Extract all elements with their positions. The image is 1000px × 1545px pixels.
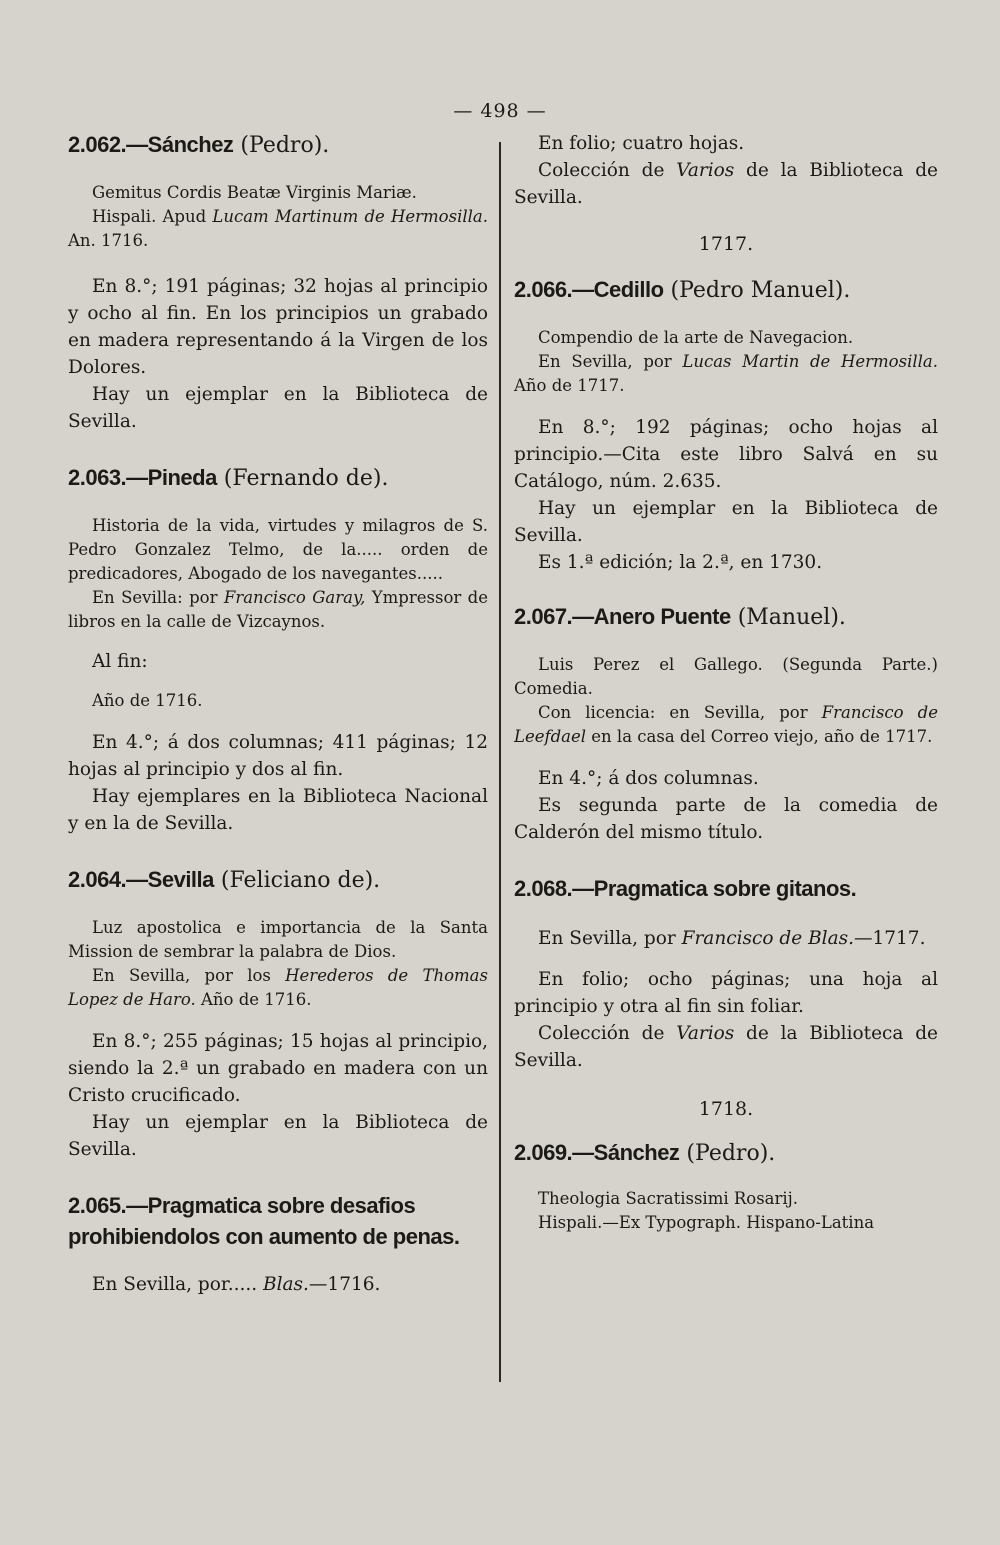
- entry-description: En 8.°; 191 páginas; 32 hojas al principio y ocho al fin. En los principios un grabado en madera representando á la Virgen de los Dolores.: [68, 276, 488, 378]
- entry-description: En 8.°; 192 páginas; ocho hojas al principio.—Cita este libro Salvá en su Catálogo, núm. 2.635.: [514, 417, 938, 492]
- entry-title: Historia de la vida, virtudes y milagros de S. Pedro Gonzalez Telmo, de la..... orden de predicadores, Abogado de los navegantes.....: [68, 516, 488, 583]
- entry-description: En 8.°; 255 páginas; 15 hojas al principio, siendo la 2.ª un grabado en madera con un Cristo crucificado.: [68, 1031, 488, 1106]
- entry-imprint: Hispali.—Ex Typograph. Hispano-Latina: [538, 1213, 875, 1232]
- entry-heading: 2.066.—Cedillo (Pedro Manuel).: [514, 277, 851, 303]
- entry-holding: Hay un ejemplar en la Biblioteca de Sevilla.: [68, 1112, 488, 1160]
- entry-note: Es segunda parte de la comedia de Calderón del mismo título.: [514, 795, 938, 843]
- entry-title: Luis Perez el Gallego. (Segunda Parte.) Comedia.: [514, 655, 938, 698]
- entry-2069: [514, 1138, 938, 1235]
- entry-imprint: En Sevilla, por Lucas Martin de Hermosilla. Año de 1717.: [514, 352, 938, 395]
- entry-2066: [514, 275, 938, 576]
- entry-title: Compendio de la arte de Navegacion.: [538, 328, 854, 347]
- entry-title: Gemitus Cordis Beatæ Virginis Mariæ.: [92, 183, 417, 202]
- entry-colophon-year: Año de 1716.: [92, 691, 203, 710]
- year-heading-1718: 1718.: [698, 1098, 754, 1120]
- entry-2063: [68, 463, 488, 837]
- entry-heading: 2.065.—Pragmatica sobre desafios prohibiendolos con aumento de penas.: [68, 1193, 460, 1249]
- entry-2067: [514, 602, 938, 846]
- entry-2065: [68, 1191, 488, 1298]
- entry-title: Theologia Sacratissimi Rosarij.: [538, 1189, 799, 1208]
- entry-heading: 2.062.—Sánchez (Pedro).: [68, 132, 330, 158]
- entry-edition-note: Es 1.ª edición; la 2.ª, en 1730.: [538, 552, 823, 573]
- entry-description: En 4.°; á dos columnas.: [538, 768, 759, 789]
- entry-heading: 2.069.—Sánchez (Pedro).: [514, 1140, 776, 1166]
- entry-description: En folio; ocho páginas; una hoja al principio y otra al fin sin foliar.: [514, 969, 938, 1017]
- entry-imprint: En Sevilla, por los Herederos de Thomas Lopez de Haro. Año de 1716.: [68, 966, 488, 1009]
- entry-holding: Hay un ejemplar en la Biblioteca de Sevilla.: [514, 498, 938, 546]
- entry-imprint: En Sevilla, por Francisco de Blas.—1717.: [538, 928, 926, 949]
- entry-heading: 2.064.—Sevilla (Feliciano de).: [68, 867, 381, 893]
- entry-imprint: En Sevilla: por Francisco Garay, Ympressor de libros en la calle de Vizcaynos.: [68, 588, 488, 631]
- entry-2064: [68, 865, 488, 1163]
- entry-description: En 4.°; á dos columnas; 411 páginas; 12 hojas al principio y dos al fin.: [68, 732, 488, 780]
- right-column: [514, 130, 938, 1235]
- column-divider: [499, 142, 501, 1382]
- entry-heading: 2.067.—Anero Puente (Manuel).: [514, 604, 846, 630]
- entry-collection: Colección de Varios de la Biblioteca de Sevilla.: [514, 1023, 938, 1071]
- continuation-description: En folio; cuatro hojas.: [538, 133, 745, 154]
- entry-title: Luz apostolica e importancia de la Santa Mission de sembrar la palabra de Dios.: [68, 918, 488, 961]
- year-heading-1717: 1717.: [698, 233, 754, 255]
- entry-holding: Hay un ejemplar en la Biblioteca de Sevilla.: [68, 384, 488, 432]
- entry-imprint: En Sevilla, por..... Blas.—1716.: [92, 1274, 381, 1295]
- entry-colophon-label: Al fin:: [92, 651, 148, 672]
- entry-imprint: Hispali. Apud Lucam Martinum de Hermosilla. An. 1716.: [68, 207, 488, 250]
- entry-heading: 2.068.—Pragmatica sobre gitanos.: [514, 876, 857, 901]
- entry-heading: 2.063.—Pineda (Fernando de).: [68, 465, 389, 491]
- entry-holding: Hay ejemplares en la Biblioteca Nacional y en la de Sevilla.: [68, 786, 488, 834]
- entry-2068: [514, 874, 938, 1074]
- page-number: — 498 —: [453, 100, 547, 122]
- entry-2062: [68, 130, 488, 435]
- left-column: [68, 130, 488, 1298]
- continuation-collection: Colección de Varios de la Biblioteca de Sevilla.: [514, 160, 938, 208]
- entry-imprint: Con licencia: en Sevilla, por Francisco de Leefdael en la casa del Correo viejo, año de 1717.: [514, 703, 938, 746]
